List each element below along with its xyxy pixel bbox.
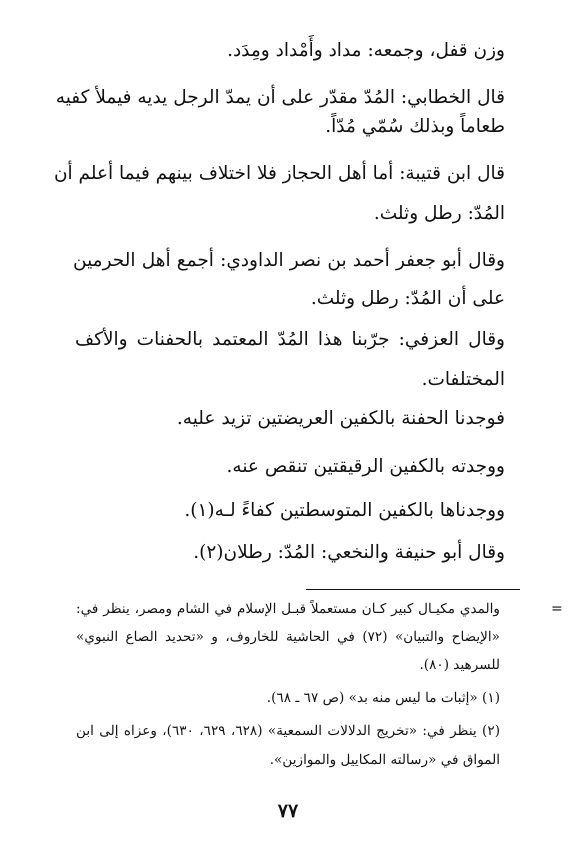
- footnote-2-line-1: (٢) ينظر في: «تخريج الدلالات السمعية» (٦٢٨، ٦٢٩، ٦٣٠)، وعزاه إلى ابن: [76, 723, 500, 739]
- body-line-3: طعاماً وبذلك سُمّي مُدّاً.: [325, 116, 505, 137]
- body-line-5: المُدّ: رطل وثلث.: [373, 203, 505, 224]
- body-line-12: ووجدناها بالكفين المتوسطتين كفاءً لـه(١).: [184, 500, 505, 521]
- body-line-11: ووجدته بالكفين الرقيقتين تنقص عنه.: [226, 456, 505, 477]
- body-line-4: قال ابن قتيبة: أما أهل الحجاز فلا اختلاف بينهم فيما أعلم أن: [53, 163, 505, 184]
- body-line-10: فوجدنا الحفنة بالكفين العريضتين تزيد عليه.: [176, 408, 505, 429]
- footnote-2-line-2: المواق في «رسالته المكاييل والموازين».: [269, 752, 500, 768]
- body-line-7: على أن المُدّ: رطل وثلث.: [310, 288, 505, 309]
- body-line-9: المختلفات.: [421, 369, 505, 390]
- body-line-8: وقال العزفي: جرّبنا هذا المُدّ المعتمد بالحفنات والأكف: [75, 329, 505, 350]
- body-line-6: وقال أبو جعفر أحمد بن نصر الداودي: أجمع أهل الحرمين: [73, 250, 505, 271]
- body-line-1: وزن قفل، وجمعه: مداد وأَمْداد ومِدَد.: [227, 40, 505, 61]
- footnote-separator: [306, 589, 520, 590]
- page-number: ٧٧: [277, 800, 299, 822]
- footnote-continuation-marker: =: [551, 601, 563, 617]
- body-line-13: وقال أبو حنيفة والنخعي: المُدّ: رطلان(٢).: [193, 542, 505, 563]
- body-line-2: قال الخطابي: المُدّ مقدّر على أن يمدّ الرجل يديه فيملأ كفيه: [55, 87, 505, 108]
- footnote-continuation-line-3: للسرهيد (٨٠).: [419, 657, 500, 673]
- footnote-1: (١) «إثبات ما ليس منه بد» (ص ٦٧ ـ ٦٨).: [266, 690, 500, 706]
- footnote-continuation-line-2: «الإيضاح والتبيان» (٧٢) في الحاشية للخاروف، و «تحديد الصاع النبوي»: [76, 629, 501, 645]
- footnote-continuation-line-1: والمدي مكيـال كبير كـان مستعملاً قبـل الإسلام في الشام ومصر، ينظر في:: [76, 601, 500, 617]
